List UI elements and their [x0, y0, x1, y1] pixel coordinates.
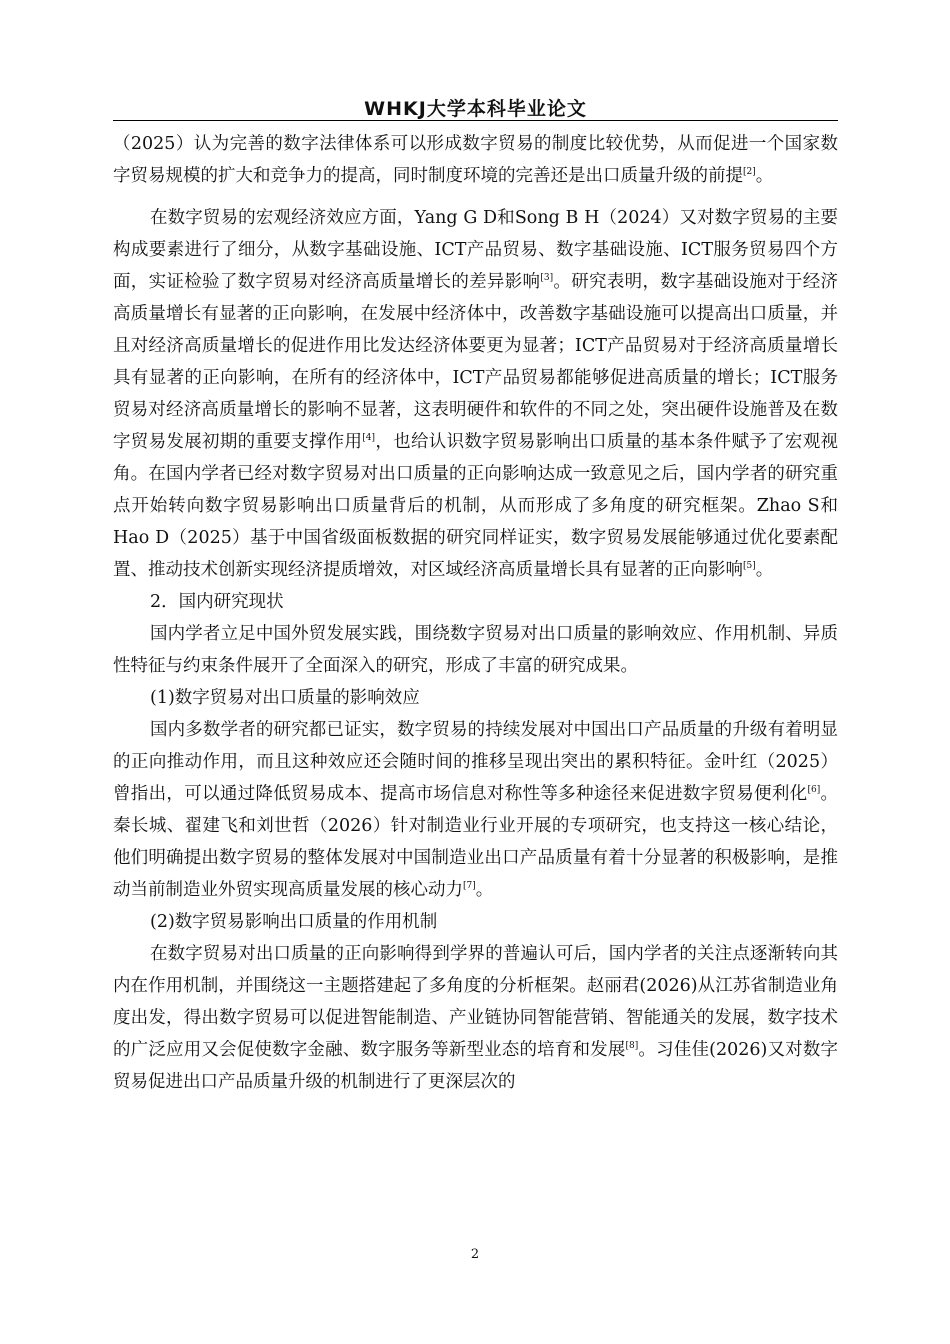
subsection-heading	[113, 682, 838, 714]
paragraph	[113, 202, 838, 586]
header-rule	[113, 120, 838, 121]
text-run: (1)数字贸易对出口质量的影响效应	[150, 688, 420, 708]
text-run: 2．国内研究现状	[150, 592, 284, 612]
paragraph	[113, 618, 838, 682]
running-header: WHKJ大学本科毕业论文	[364, 98, 587, 120]
paragraph	[113, 128, 838, 192]
text-run: 。研究表明，数字基础设施对于经济高质量增长有显著的正向影响，在发展中经济体中，改善数字基础设施可以提高出口质量，并且对经济高质量增长的促进作用比发达经济体要更为显著；ICT产品贸易对于经济高质量增长具有显著的正向影响，在所有的经济体中，ICT产品贸易都能够促进高质量的增长；ICT服务贸易对经济高质量增长的影响不显著，这表明硬件和软件的不同之处，突出硬件设施普及在数字贸易发展初期的重要支撑作用	[113, 272, 839, 452]
text-run: 。	[755, 166, 774, 186]
text-run: ，也给认识数字贸易影响出口质量的基本条件赋予了宏观视角。在国内学者已经对数字贸易对出口质量的正向影响达成一致意见之后，国内学者的研究重点开始转向数字贸易影响出口质量背后的机制，从而形成了多角度的研究框架。Zhao S和Hao D（2025）基于中国省级面板数据的研究同样证实，数字贸易发展能够通过优化要素配置、推动技术创新实现经济提质增效，对区域经济高质量增长具有显著的正向影响	[113, 432, 839, 580]
text-run: (2)数字贸易影响出口质量的作用机制	[150, 912, 438, 932]
text-run: 。	[475, 880, 494, 900]
paragraph	[113, 714, 838, 906]
text-run: 。秦长城、翟建飞和刘世哲（2026）针对制造业行业开展的专项研究，也支持这一核心结论，他们明确提出数字贸易的整体发展对中国制造业出口产品质量有着十分显著的积极影响，是推动当前制造业外贸实现高质量发展的核心动力	[113, 784, 839, 900]
text-run: 。	[755, 560, 774, 580]
paragraph	[113, 938, 838, 1098]
citation: [8]	[625, 1041, 639, 1051]
body-text	[113, 128, 838, 1098]
text-run: 。习佳佳(2026)又对数字贸易促进出口产品质量升级的机制进行了更深层次的	[113, 1040, 838, 1092]
text-run: 国内多数学者的研究都已证实，数字贸易的持续发展对中国出口产品质量的升级有着明显的正向推动作用，而且这种效应还会随时间的推移呈现出突出的累积特征。金叶红（2025）曾指出，可以通过降低贸易成本、提高市场信息对称性等多种途径来促进数字贸易便利化	[113, 720, 838, 804]
text-run: 在数字贸易对出口质量的正向影响得到学界的普遍认可后，国内学者的关注点逐渐转向其内在作用机制，并围绕这一主题搭建起了多角度的分析框架。赵丽君(2026)从江苏省制造业角度出发，得出数字贸易可以促进智能制造、产业链协同智能营销、智能通关的发展，数字技术的广泛应用又会促使数字金融、数字服务等新型业态的培育和发展	[113, 944, 838, 1060]
citation: [6]	[807, 785, 821, 795]
text-run: 国内学者立足中国外贸发展实践，围绕数字贸易对出口质量的影响效应、作用机制、异质性特征与约束条件展开了全面深入的研究，形成了丰富的研究成果。	[113, 624, 838, 676]
citation: [5]	[743, 561, 756, 571]
citation: [2]	[743, 167, 756, 177]
citation: [7]	[463, 881, 476, 891]
text-run: 在数字贸易的宏观经济效应方面，Yang G D和Song B H（2024）又对数字贸易的主要构成要素进行了细分，从数字基础设施、ICT产品贸易、数字基础设施、ICT服务贸易四个方面，实证检验了数字贸易对经济高质量增长的差异影响	[113, 208, 838, 292]
text-run: （2025）认为完善的数字法律体系可以形成数字贸易的制度比较优势，从而促进一个国家数字贸易规模的扩大和竞争力的提高，同时制度环境的完善还是出口质量升级的前提	[113, 134, 838, 186]
citation: [3]	[540, 273, 554, 283]
citation: [4]	[362, 433, 376, 443]
page-number: 2	[470, 1247, 480, 1262]
subsection-heading	[113, 906, 838, 938]
section-heading	[113, 586, 838, 618]
